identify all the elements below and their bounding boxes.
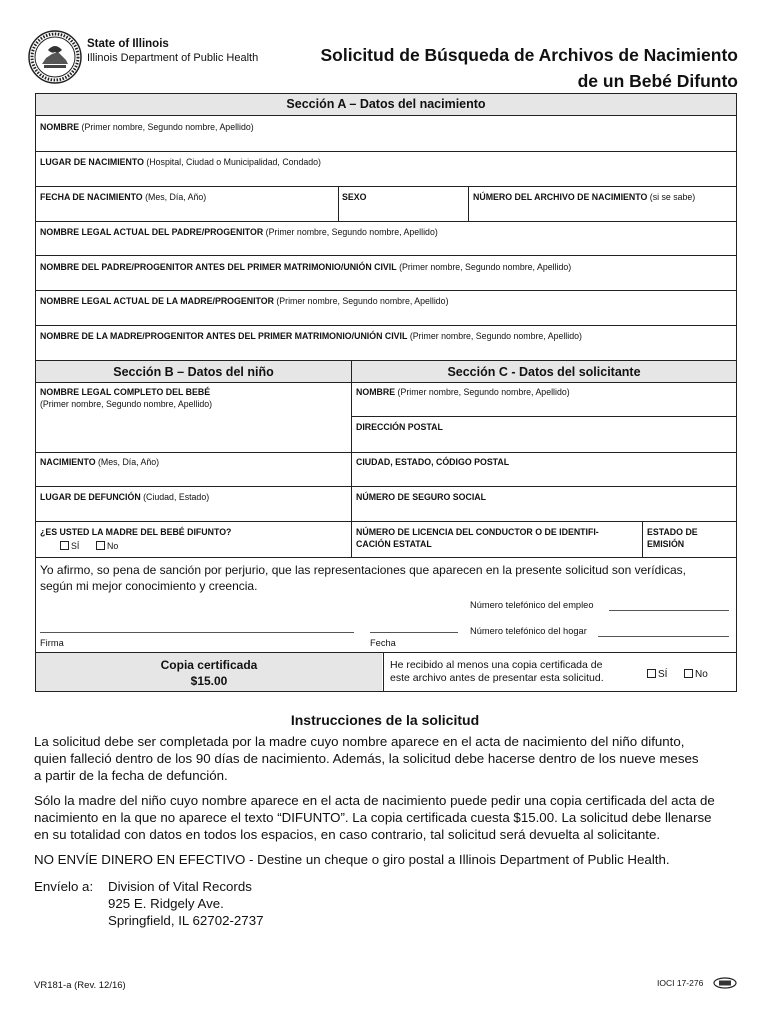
date-line[interactable]: [370, 632, 458, 633]
section-a-heading: Sección A – Datos del nacimiento: [36, 94, 736, 115]
birth-file-number-field[interactable]: NÚMERO DEL ARCHIVO DE NACIMIENTO (si se sabe): [473, 192, 696, 202]
mother-prior-name-field[interactable]: NOMBRE DE LA MADRE/PROGENITOR ANTES DEL PRIMER MATRIMONIO/UNIÓN CIVIL (Primer nombre, Segundo nombre, Apellido): [40, 331, 582, 341]
child-name-field[interactable]: NOMBRE (Primer nombre, Segundo nombre, Apellido): [40, 122, 254, 132]
sex-field[interactable]: SEXO: [342, 192, 367, 202]
no-checkbox[interactable]: [96, 541, 105, 550]
instructions-paragraph-2: Sólo la madre del niño cuyo nombre aparece en el acta de nacimiento puede pedir una copia certificada del acta de nacimiento en la que no aparece el texto “DIFUNTO”. La copia certificada cuesta $15.00. La solicitud debe llenarse en su totalidad con datos en todos los espacios, en caso contrario, tal solicitud será devuelta al solicitante.: [34, 793, 715, 842]
home-phone-line[interactable]: [598, 636, 729, 637]
signature-line[interactable]: [40, 632, 354, 633]
mother-question: ¿ES USTED LA MADRE DEL BEBÉ DIFUNTO?: [40, 527, 232, 537]
instructions-paragraph-3: NO ENVÍE DINERO EN EFECTIVO - Destine un cheque o giro postal a Illinois Department of Public Health.: [34, 852, 670, 867]
home-phone-label: Número telefónico del hogar: [470, 626, 587, 636]
agency-department: Illinois Department of Public Health: [87, 52, 259, 64]
prior-copy-no-option[interactable]: No: [684, 669, 708, 681]
work-phone-line[interactable]: [609, 610, 729, 611]
mailing-address: [108, 878, 264, 929]
father-legal-name-field[interactable]: NOMBRE LEGAL ACTUAL DEL PADRE/PROGENITOR (Primer nombre, Segundo nombre, Apellido): [40, 227, 438, 237]
state-seal-logo: [28, 30, 82, 84]
section-c-heading: Sección C - Datos del solicitante: [352, 361, 736, 382]
instructions-paragraph-1: La solicitud debe ser completada por la madre cuyo nombre aparece en el acta de nacimiento del niño difunto, quien falleció dentro de los 90 días de nacimiento. Además, la solicitud debe hacerse dentro de los nueve meses a partir de la fecha de defunción.: [34, 734, 699, 783]
address-line-3: Springfield, IL 62702-2737: [108, 913, 264, 928]
death-place-field[interactable]: LUGAR DE DEFUNCIÓN (Ciudad, Estado): [40, 492, 210, 502]
no-checkbox[interactable]: [684, 669, 693, 678]
yes-checkbox[interactable]: [60, 541, 69, 550]
child-full-name-field[interactable]: NOMBRE LEGAL COMPLETO DEL BEBÉ (Primer nombre, Segundo nombre, Apellido): [40, 387, 213, 409]
title-line-2: de un Bebé Difunto: [577, 71, 738, 91]
declaration-line-1: Yo afirmo, so pena de sanción por perjurio, que las representaciones que aparecen en la presente solicitud son verídicas,: [40, 563, 686, 577]
copy-price: $15.00: [190, 674, 228, 688]
father-prior-name-field[interactable]: NOMBRE DEL PADRE/PROGENITOR ANTES DEL PRIMER MATRIMONIO/UNIÓN CIVIL (Primer nombre, Segundo nombre, Apellido): [40, 262, 572, 272]
work-phone-label: Número telefónico del empleo: [470, 600, 594, 610]
declaration-text: [40, 562, 686, 594]
union-bug-logo: [713, 977, 737, 989]
date-label: Fecha: [370, 638, 396, 648]
copy-fee-box: [36, 653, 382, 691]
send-to-label: Envíelo a:: [34, 879, 94, 894]
ssn-field[interactable]: NÚMERO DE SEGURO SOCIAL: [356, 492, 487, 502]
birthplace-field[interactable]: LUGAR DE NACIMIENTO (Hospital, Ciudad o Municipalidad, Condado): [40, 157, 321, 167]
city-state-zip-field[interactable]: CIUDAD, ESTADO, CÓDIGO POSTAL: [356, 457, 510, 467]
agency-state: State of Illinois: [87, 38, 169, 50]
mother-yes-option[interactable]: SÍ: [60, 540, 79, 552]
license-number-field[interactable]: NÚMERO DE LICENCIA DEL CONDUCTOR O DE IDENTIFI- CACIÓN ESTATAL: [356, 527, 599, 549]
signature-label: Firma: [40, 638, 64, 648]
title-line-1: Solicitud de Búsqueda de Archivos de Nacimiento: [320, 45, 738, 65]
form-number: VR181-a (Rev. 12/16): [34, 980, 126, 991]
mother-no-option[interactable]: No: [96, 540, 118, 552]
prior-copy-yes-option[interactable]: SÍ: [647, 669, 667, 681]
address-line-1: Division of Vital Records: [108, 879, 252, 894]
prior-copy-question: He recibido al menos una copia certificada de este archivo antes de presentar esta solicitud.: [390, 659, 604, 684]
print-code: IOCI 17-276: [657, 978, 704, 988]
mailing-address-field[interactable]: DIRECCIÓN POSTAL: [356, 422, 443, 432]
applicant-name-field[interactable]: NOMBRE (Primer nombre, Segundo nombre, Apellido): [356, 387, 570, 397]
issuing-state-field[interactable]: ESTADO DE EMISIÓN: [647, 527, 698, 549]
declaration-line-2: según mi mejor conocimiento y creencia.: [40, 579, 258, 593]
birth-date-field[interactable]: FECHA DE NACIMIENTO (Mes, Día, Año): [40, 192, 207, 202]
address-line-2: 925 E. Ridgely Ave.: [108, 896, 224, 911]
mother-legal-name-field[interactable]: NOMBRE LEGAL ACTUAL DE LA MADRE/PROGENITOR (Primer nombre, Segundo nombre, Apellido): [40, 296, 449, 306]
copy-label: Copia certificada: [160, 658, 258, 672]
page-title: [298, 42, 738, 94]
yes-checkbox[interactable]: [647, 669, 656, 678]
child-birth-date-field[interactable]: NACIMIENTO (Mes, Día, Año): [40, 457, 160, 467]
instructions-title: Instrucciones de la solicitud: [290, 712, 480, 728]
section-b-heading: Sección B – Datos del niño: [36, 361, 351, 382]
